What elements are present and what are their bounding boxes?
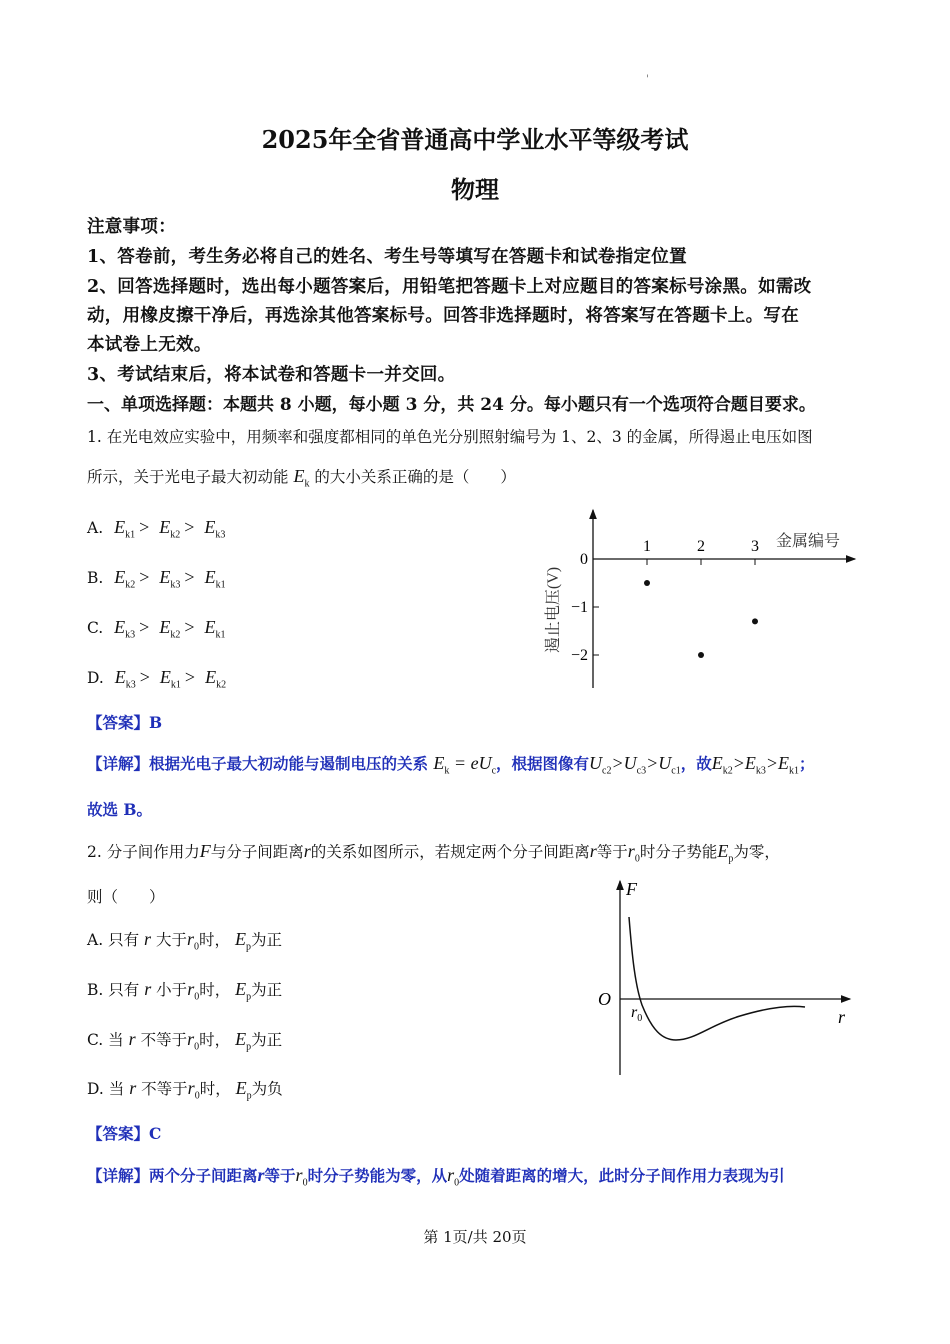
q2-option-a: A. 只有 r 大于$r_0$时， $E_p$为正 xyxy=(87,929,282,953)
q1-option-b: B. $E_{k2} > E_{k3} > E_{k1}$ xyxy=(87,567,226,591)
q1-answer: 【答案】B xyxy=(87,713,163,732)
q1-option-d: D. $E_{k3} > E_{k1} > E_{k2}$ xyxy=(87,667,227,691)
text: 所示，关于光电子最大初动能 xyxy=(87,468,289,486)
y-axis-label: F xyxy=(626,879,637,899)
force-distance-graph xyxy=(590,875,860,1080)
notes-heading: 注意事项： xyxy=(87,217,176,237)
r0-label: $r_0$ xyxy=(631,1004,643,1024)
q1-stem-line2 xyxy=(87,465,516,490)
x-tick-label: 3 xyxy=(751,538,759,555)
q1-detail-line2: 故选 B。 xyxy=(87,800,152,819)
header-mark: ' xyxy=(646,74,649,85)
q2-answer: 【答案】C xyxy=(87,1124,162,1143)
origin-label: O xyxy=(598,989,611,1009)
q2-option-c: C. 当 r 不等于$r_0$时， $E_p$为正 xyxy=(87,1029,283,1053)
q1-option-a: A. $E_{k1} > E_{k2} > E_{k3}$ xyxy=(87,517,226,541)
q2-option-b: B. 只有 r 小于$r_0$时， $E_p$为正 xyxy=(87,979,283,1003)
x-tick-label: 2 xyxy=(697,538,705,555)
stopping-voltage-chart xyxy=(530,500,870,700)
q2-stem-line2: 则（ ） xyxy=(87,888,165,906)
text: 的大小关系正确的是（ ） xyxy=(314,468,516,486)
force-curve xyxy=(629,917,805,1040)
q2-stem-line1: 2. 分子间作用力F与分子间距离r的关系如图所示，若规定两个分子间距离r等于$r_0$时分子势能$E_p$为零， xyxy=(87,841,780,865)
math-symbol: $E_k$ xyxy=(293,466,310,490)
note-line: 2、回答选择题时，选出每小题答案后，用铅笔把答题卡上对应题目的答案标号涂黑。如需改 xyxy=(87,277,812,297)
q1-detail-line1: 【详解】根据光电子最大初动能与遏制电压的关系 $E_k = eU_c$，根据图像有$U_{c2}>U_{c3}>U_{c1}$，故$E_{k2}>E_{k3}>E_{k1}$； xyxy=(87,753,815,777)
y-tick-label: −2 xyxy=(570,647,588,664)
data-point-metal-2 xyxy=(698,652,704,658)
q2-option-d: D. 当 r 不等于$r_0$时， $E_p$为负 xyxy=(87,1078,283,1102)
q1-stem-line1: 1. 在光电效应实验中，用频率和强度都相同的单色光分别照射编号为 1、2、3 的金属，所得遏止电压如图 xyxy=(87,428,813,446)
page-title: 2025年全省普通高中学业水平等级考试 xyxy=(261,125,689,154)
y-axis-label: 遏止电压(V) xyxy=(545,566,562,654)
note-line: 本试卷上无效。 xyxy=(87,335,212,355)
note-line: 3、考试结束后，将本试卷和答题卡一并交回。 xyxy=(87,365,456,385)
note-line: 动，用橡皮擦干净后，再选涂其他答案标号。回答非选择题时，将答案写在答题卡上。写在 xyxy=(87,306,799,326)
y-tick-label: −1 xyxy=(570,599,588,616)
section-heading: 一、单项选择题：本题共 8 小题，每小题 3 分，共 24 分。每小题只有一个选项符合题目要求。 xyxy=(87,395,816,415)
subject-title: 物理 xyxy=(451,175,499,204)
data-point-metal-3 xyxy=(752,618,758,624)
y-tick-label: 0 xyxy=(580,551,588,568)
q2-detail-line1: 【详解】两个分子间距离r等于$r_0$时分子势能为零，从$r_0$处随着距离的增大，此时分子间作用力表现为引 xyxy=(87,1165,785,1189)
page-footer: 第 1页/共 20页 xyxy=(423,1228,527,1246)
x-axis-label: r xyxy=(838,1007,846,1027)
data-point-metal-1 xyxy=(644,580,650,586)
x-axis-label: 金属编号 xyxy=(776,533,841,550)
note-line: 1、答卷前，考生务必将自己的姓名、考生号等填写在答题卡和试卷指定位置 xyxy=(87,247,687,267)
q1-option-c: C. $E_{k3} > E_{k2} > E_{k1}$ xyxy=(87,617,226,641)
x-tick-label: 1 xyxy=(643,538,651,555)
